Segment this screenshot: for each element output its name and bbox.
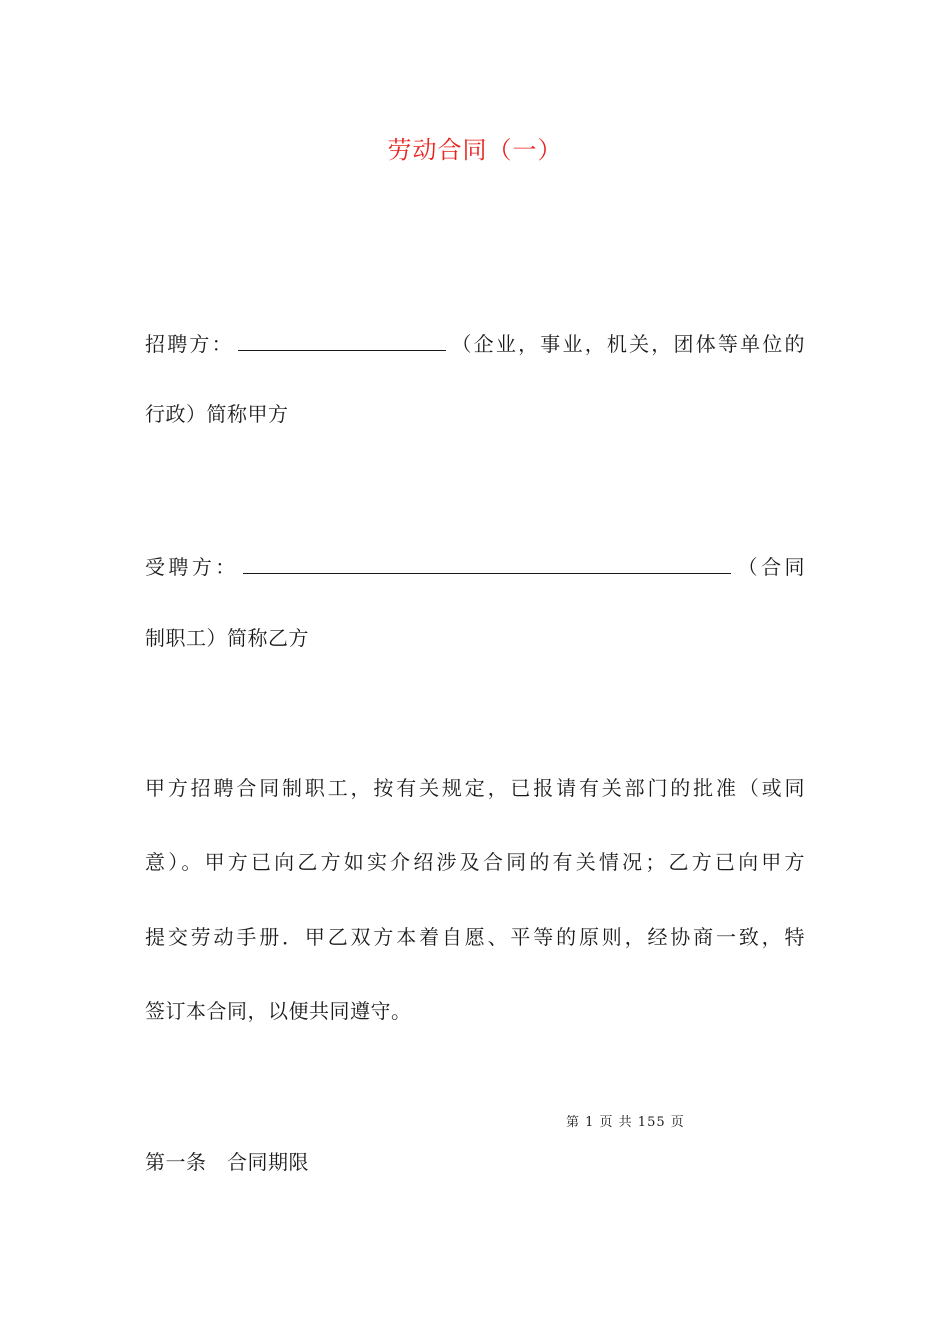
preamble-line: 意）。甲方已向乙方如实介绍涉及合同的有关情况；乙方已向甲方: [145, 850, 805, 874]
employee-line: [145, 549, 805, 582]
preamble-line: 签订本合同，以便共同遵守。: [145, 999, 412, 1023]
employee-continuation: 制职工）简称乙方: [145, 626, 309, 650]
employer-suffix: （企业，事业，机关，团体等单位的: [449, 332, 806, 356]
employee-suffix: （合同: [734, 555, 806, 579]
employee-name-blank[interactable]: [243, 549, 731, 574]
preamble-line: 甲方招聘合同制职工，按有关规定，已报请有关部门的批准（或同: [145, 776, 805, 800]
preamble-line: 提交劳动手册．甲乙双方本着自愿、平等的原则，经协商一致，特: [145, 925, 805, 949]
page-number: 第 1 页 共 155 页: [566, 1115, 685, 1130]
section-heading: 第一条 合同期限: [145, 1150, 309, 1174]
employee-label: 受聘方：: [145, 555, 239, 579]
employer-continuation: 行政）简称甲方: [145, 402, 289, 426]
employer-name-blank[interactable]: [238, 326, 446, 351]
employer-label: 招聘方：: [145, 332, 234, 356]
document-title: 劳动合同（一）: [387, 136, 563, 164]
employer-line: [145, 326, 805, 359]
